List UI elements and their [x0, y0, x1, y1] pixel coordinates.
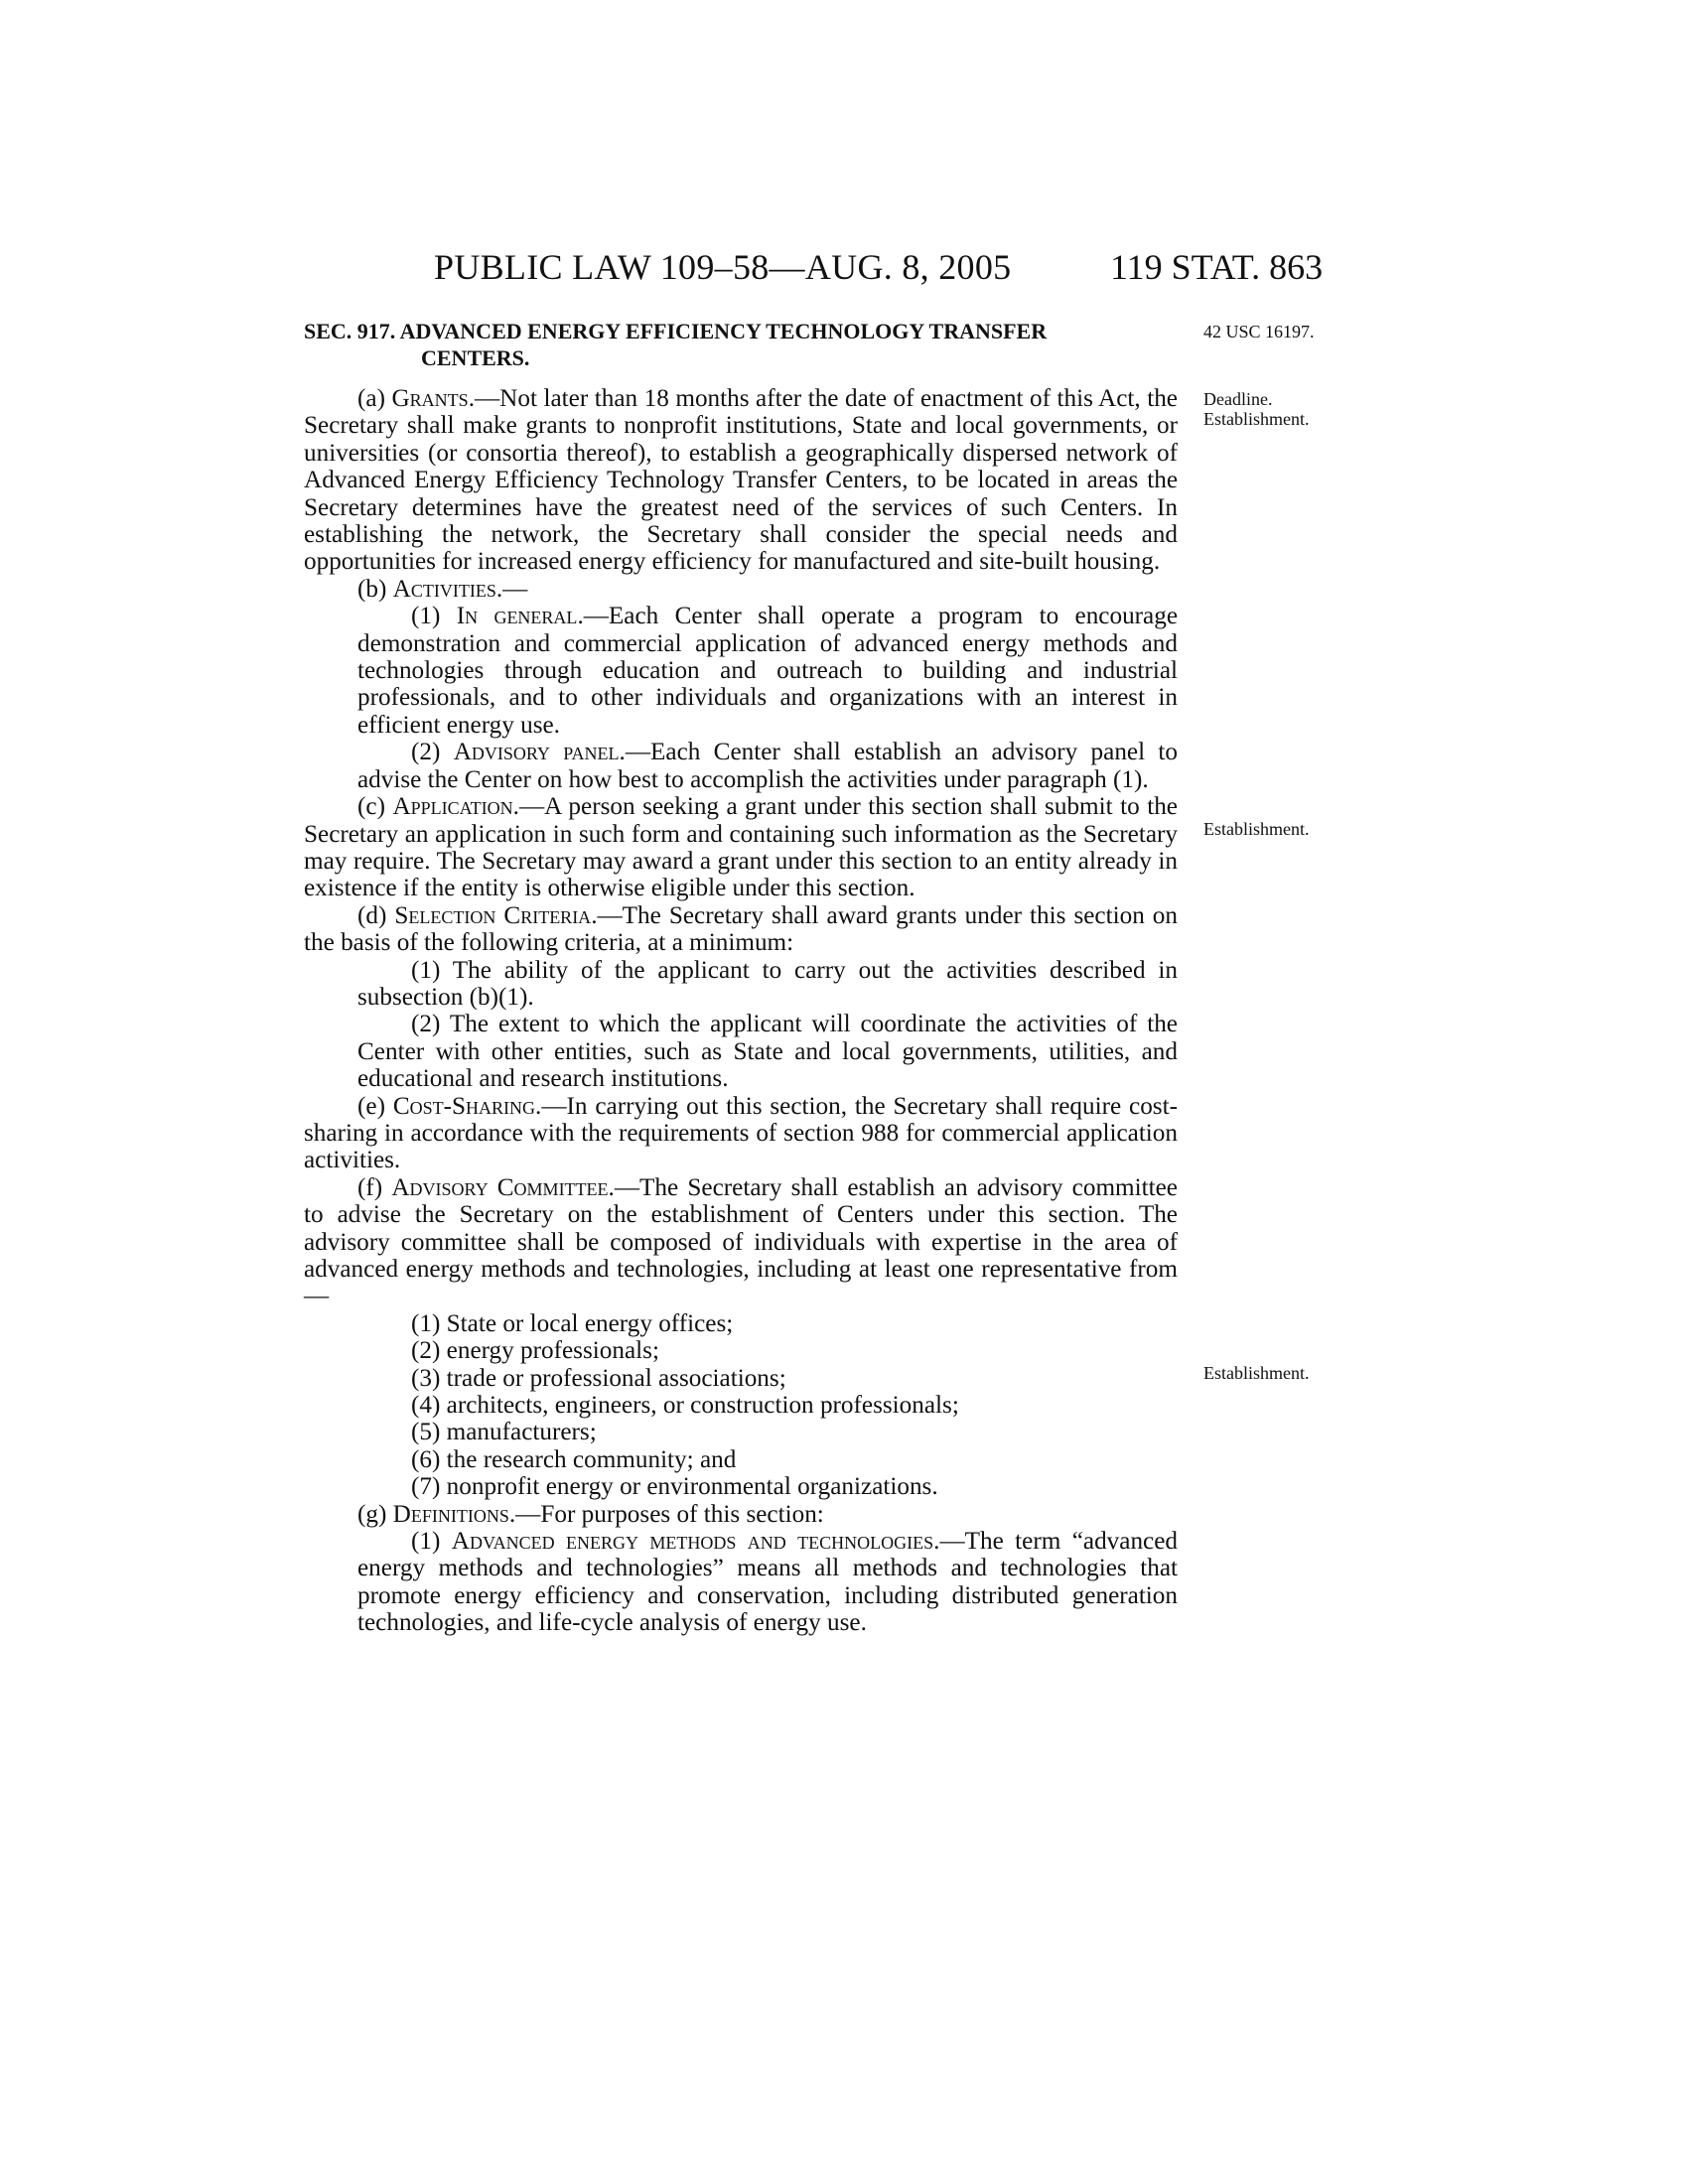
margin-note-establishment: Establishment.	[1203, 819, 1310, 839]
list-item: (1) State or local energy offices;	[411, 1309, 734, 1337]
list-item: (4) architects, engineers, or construction professionals;	[411, 1392, 959, 1420]
list-item: (6) the research community; and	[411, 1445, 737, 1473]
subsection-b: (b) Activities.—	[357, 575, 528, 603]
subsection-heading: Grants	[391, 385, 469, 412]
subsection-g: (g) Definitions.—For purposes of this section:	[357, 1500, 824, 1528]
paragraph-heading: Advanced energy methods and technologies	[451, 1528, 934, 1556]
paragraph-d1: (1) The ability of the applicant to carry out the activities described in subsection (b)(1).	[357, 956, 1178, 1011]
margin-note-establishment: Establishment.	[1203, 1363, 1310, 1383]
subsection-heading: Advisory Committee	[391, 1173, 609, 1201]
subsection-f: (f) Advisory Committee.—The Secretary shall establish an advisory committee to advise the Secretary on the establishment of Centers under this section. The advisory committee shall be composed of individuals with expertise in the area of advanced energy methods and technologies, including at least one representative from—	[304, 1173, 1178, 1310]
section-heading-line1: SEC. 917. ADVANCED ENERGY EFFICIENCY TECHNOLOGY TRANSFER	[304, 319, 1048, 343]
paragraph-g1: (1) Advanced energy methods and technologies.—The term “advanced energy methods and technologies” means all methods and technologies that promote energy efficiency and conservation, including distributed generation technologies, and life-cycle analysis of energy use.	[357, 1528, 1178, 1637]
subsection-heading: Activities	[392, 575, 496, 603]
subsection-heading: Application	[392, 793, 513, 821]
paragraph-d2: (2) The extent to which the applicant will coordinate the activities of the Center with other entities, such as State and local governments, utilities, and educational and research institutions.	[357, 1011, 1178, 1093]
page-header-title: PUBLIC LAW 109–58—AUG. 8, 2005	[434, 247, 1012, 287]
section-heading	[304, 318, 1178, 371]
list-item: (3) trade or professional associations;	[411, 1364, 786, 1392]
margin-note-establishment: Establishment.	[1203, 409, 1310, 429]
paragraph-b2: (2) Advisory panel.—Each Center shall establish an advisory panel to advise the Center on how best to accomplish the activities under paragraph (1).	[357, 739, 1178, 793]
subsection-a: (a) Grants.—Not later than 18 months after the date of enactment of this Act, the Secretary shall make grants to nonprofit institutions, State and local governments, or universities (or consortia thereof), to establish a geographically dispersed network of Advanced Energy Efficiency Technology Transfer Centers, to be located in areas the Secretary determines have the greatest need of the services of such Centers. In establishing the network, the Secretary shall consider the special needs and opportunities for increased energy efficiency for manufactured and site-built housing.	[304, 385, 1178, 576]
subsection-c: (c) Application.—A person seeking a grant under this section shall submit to the Secretary an application in such form and containing such information as the Secretary may require. The Secretary may award a grant under this section to an entity already in existence if the entity is otherwise eligible under this section.	[304, 793, 1178, 902]
paragraph-heading: In general	[456, 603, 578, 630]
section-heading-line2: CENTERS.	[421, 345, 530, 370]
paragraph-b1: (1) In general.—Each Center shall operate a program to encourage demonstration and commercial application of advanced energy methods and technologies through education and outreach to building and industrial professionals, and to other individuals and organizations with an interest in efficient energy use.	[357, 603, 1179, 739]
paragraph-heading: Advisory panel	[453, 739, 620, 766]
margin-note-usc: 42 USC 16197.	[1203, 322, 1315, 341]
page-stat-number: 119 STAT. 863	[1110, 247, 1324, 287]
list-item: (7) nonprofit energy or environmental organizations.	[411, 1473, 938, 1501]
subsection-heading: Definitions	[392, 1500, 509, 1528]
list-item: (2) energy professionals;	[411, 1337, 659, 1365]
subsection-d: (d) Selection Criteria.—The Secretary shall award grants under this section on the basis of the following criteria, at a minimum:	[304, 901, 1178, 957]
subsection-heading: Cost-Sharing	[392, 1092, 536, 1120]
list-item: (5) manufacturers;	[411, 1419, 597, 1446]
statute-body	[304, 385, 1178, 1637]
subsection-e: (e) Cost-Sharing.—In carrying out this section, the Secretary shall require cost-sharing in accordance with the requirements of section 988 for commercial application activities.	[304, 1092, 1178, 1174]
margin-note-deadline: Deadline.	[1203, 389, 1273, 409]
subsection-heading: Selection Criteria	[394, 901, 592, 929]
